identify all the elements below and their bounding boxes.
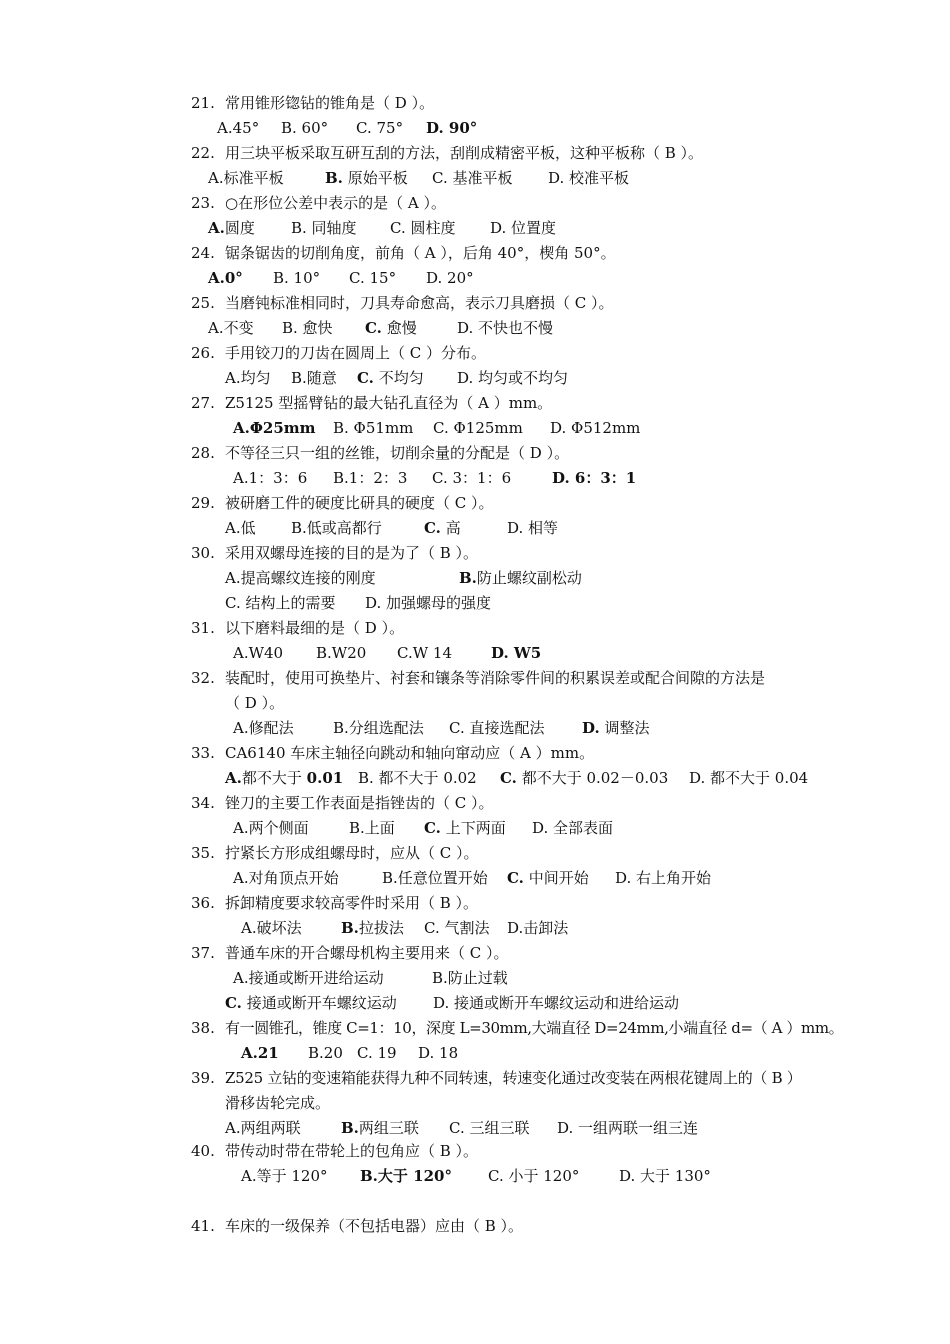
option-b: B. 60°	[281, 119, 329, 137]
option-a: A.接通或断开进给运动	[233, 969, 384, 987]
option-b	[325, 168, 408, 188]
option-letter: B.	[341, 919, 359, 937]
question-text-continued: （ D ）。	[225, 694, 285, 712]
question-number: 41.	[191, 1217, 215, 1235]
option-text: 中间开始	[528, 869, 589, 887]
question-24	[191, 243, 616, 263]
option-c: C. 结构上的需要	[225, 594, 336, 612]
option-a: A.破坏法	[241, 919, 302, 937]
question-39	[191, 1068, 801, 1088]
question-number: 29.	[191, 494, 215, 512]
question-text: 手用铰刀的刀齿在圆周上（ C ）分布。	[225, 344, 487, 362]
option-b: B. Φ51mm	[333, 419, 414, 437]
option-c: C. 19	[357, 1044, 397, 1062]
option-a: A.两组两联	[225, 1119, 301, 1137]
question-23	[191, 193, 446, 213]
option-letter: C.	[225, 994, 242, 1012]
option-text: 两组三联	[358, 1119, 419, 1137]
question-22	[191, 143, 703, 163]
option-c	[424, 818, 506, 838]
question-text: 被研磨工件的硬度比研具的硬度（ C ）。	[225, 494, 494, 512]
option-d: D. 18	[418, 1044, 459, 1062]
question-34	[191, 793, 494, 813]
question-41	[191, 1216, 523, 1236]
option-c: C. 75°	[356, 119, 404, 137]
question-33	[191, 743, 594, 763]
option-c: C. Φ125mm	[433, 419, 523, 437]
question-text: 普通车床的开合螺母机构主要用来（ C ）。	[225, 944, 509, 962]
option-b: B.防止过载	[432, 969, 508, 987]
option-d: D. W5	[491, 644, 542, 662]
option-c	[424, 518, 461, 538]
option-d: D. 右上角开始	[615, 869, 712, 887]
option-letter: C.	[507, 869, 524, 887]
option-b: B.W20	[316, 644, 367, 662]
option-a: A.等于 120°	[241, 1167, 328, 1185]
option-a: A.标准平板	[208, 169, 284, 187]
option-d: D. 都不大于 0.04	[689, 769, 809, 787]
option-text: 高	[445, 519, 461, 537]
option-c: C. 三组三联	[449, 1119, 530, 1137]
option-d: D. 90°	[426, 119, 478, 137]
question-32	[191, 668, 765, 688]
option-b: B.随意	[291, 369, 337, 387]
question-number: 27.	[191, 394, 215, 412]
option-b: B.任意位置开始	[382, 869, 488, 887]
question-21	[191, 93, 434, 113]
question-text: Z525 立钻的变速箱能获得九种不同转速，转速变化通过改变装在两根花键周上的（ B ）	[225, 1069, 802, 1087]
option-d: D. 相等	[507, 519, 559, 537]
question-36	[191, 893, 478, 913]
question-26	[191, 343, 486, 363]
option-a	[208, 218, 255, 238]
option-b: B. 同轴度	[291, 219, 357, 237]
question-text: 用三块平板采取互研互刮的方法，刮削成精密平板，这种平板称（ B ）。	[225, 144, 704, 162]
question-text: 有一圆锥孔，锥度 C=1：10，深度 L=30mm,大端直径 D=24mm,小端直径 d=（ A ）mm。	[225, 1019, 844, 1037]
option-c: C. 小于 120°	[488, 1167, 580, 1185]
option-text: 原始平板	[347, 169, 408, 187]
question-28	[191, 443, 569, 463]
question-38	[191, 1018, 843, 1038]
question-text: Z5125 型摇臂钻的最大钻孔直径为（ A ）mm。	[225, 394, 553, 412]
question-number: 39.	[191, 1069, 215, 1087]
question-text: 带传动时带在带轮上的包角应（ B ）。	[225, 1142, 479, 1160]
question-40	[191, 1141, 478, 1161]
option-d: D. 不快也不慢	[457, 319, 554, 337]
question-number: 37.	[191, 944, 215, 962]
option-text: 愈慢	[386, 319, 417, 337]
option-a: A.均匀	[225, 369, 271, 387]
option-c: C. 圆柱度	[390, 219, 456, 237]
option-c	[507, 868, 589, 888]
question-text: 采用双螺母连接的目的是为了（ B ）。	[225, 544, 479, 562]
option-b: B.1：2：3	[333, 469, 408, 487]
option-a: A.0°	[208, 269, 243, 287]
option-a: A.提高螺纹连接的刚度	[225, 569, 376, 587]
option-d: D. 加强螺母的强度	[365, 594, 492, 612]
option-b: B. 都不大于 0.02	[358, 769, 477, 787]
option-letter: C.	[365, 319, 382, 337]
question-number: 31.	[191, 619, 215, 637]
question-number: 24.	[191, 244, 215, 262]
question-number: 35.	[191, 844, 215, 862]
option-d: D. 6：3：1	[552, 469, 637, 487]
question-number: 26.	[191, 344, 215, 362]
option-c	[357, 368, 424, 388]
option-letter: B.	[459, 569, 477, 587]
option-text: 大于 120°	[377, 1167, 452, 1185]
option-b	[341, 1118, 419, 1138]
question-25	[191, 293, 614, 313]
question-text: 装配时，使用可换垫片、衬套和镶条等消除零件间的积累误差或配合间隙的方法是	[225, 669, 766, 687]
question-text: ○在形位公差中表示的是（ A ）。	[225, 194, 446, 212]
option-value: 0.01	[306, 769, 344, 787]
question-number: 22.	[191, 144, 215, 162]
option-letter: C.	[424, 519, 441, 537]
option-c: C. 气割法	[424, 919, 490, 937]
question-text: 不等径三只一组的丝锥，切削余量的分配是（ D ）。	[225, 444, 570, 462]
question-text: 拆卸精度要求较高零件时采用（ B ）。	[225, 894, 479, 912]
option-letter: B.	[325, 169, 343, 187]
option-letter: C.	[500, 769, 517, 787]
option-d: D.击卸法	[507, 919, 569, 937]
option-text: 调整法	[604, 719, 650, 737]
option-c: C. 基准平板	[432, 169, 513, 187]
question-text: 当磨钝标准相同时，刀具寿命愈高，表示刀具磨损（ C ）。	[225, 294, 614, 312]
question-number: 33.	[191, 744, 215, 762]
option-d: D. 20°	[426, 269, 474, 287]
option-c: C. 15°	[349, 269, 397, 287]
option-b	[341, 918, 404, 938]
option-d: D. 位置度	[490, 219, 557, 237]
option-b	[360, 1166, 452, 1186]
option-a: A.不变	[208, 319, 254, 337]
option-a: A.W40	[233, 644, 284, 662]
option-d: D. Φ512mm	[550, 419, 641, 437]
option-b	[459, 568, 582, 588]
option-c	[225, 993, 397, 1013]
question-number: 23.	[191, 194, 215, 212]
option-text: 都不大于	[241, 769, 302, 787]
question-text: CA6140 车床主轴径向跳动和轴向窜动应（ A ）mm。	[225, 744, 595, 762]
option-b: B.上面	[349, 819, 395, 837]
question-number: 21.	[191, 94, 215, 112]
option-text: 接通或断开车螺纹运动	[246, 994, 397, 1012]
option-a: A.对角顶点开始	[233, 869, 339, 887]
option-b: B. 愈快	[282, 319, 333, 337]
question-number: 28.	[191, 444, 215, 462]
option-c: C.W 14	[397, 644, 452, 662]
option-d: D. 均匀或不均匀	[457, 369, 569, 387]
question-text: 常用锥形锪钻的锥角是（ D ）。	[225, 94, 435, 112]
option-letter: B.	[360, 1167, 378, 1185]
option-letter: B.	[341, 1119, 359, 1137]
question-29	[191, 493, 494, 513]
option-text: 拉拔法	[358, 919, 404, 937]
question-number: 36.	[191, 894, 215, 912]
option-c	[365, 318, 417, 338]
option-d: D. 校准平板	[548, 169, 630, 187]
question-35	[191, 843, 479, 863]
option-c	[500, 768, 668, 788]
option-a: A.21	[241, 1044, 279, 1062]
option-c: C. 3：1：6	[432, 469, 512, 487]
option-d	[582, 718, 650, 738]
option-a: A.低	[225, 519, 256, 537]
option-a: A.Φ25mm	[233, 419, 316, 437]
question-text: 锉刀的主要工作表面是指锉齿的（ C ）。	[225, 794, 494, 812]
option-letter: C.	[424, 819, 441, 837]
question-number: 30.	[191, 544, 215, 562]
option-text: 上下两面	[445, 819, 506, 837]
option-text: 不均匀	[378, 369, 424, 387]
question-text: 拧紧长方形成组螺母时，应从（ C ）。	[225, 844, 479, 862]
option-d: D. 一组两联一组三连	[557, 1119, 699, 1137]
option-a: A.45°	[217, 119, 260, 137]
option-b: B.分组选配法	[333, 719, 424, 737]
question-37	[191, 943, 509, 963]
option-letter: D.	[582, 719, 600, 737]
option-b: B.低或高都行	[291, 519, 382, 537]
option-d: D. 大于 130°	[619, 1167, 711, 1185]
question-text: 锯条锯齿的切削角度，前角（ A ），后角 40°，楔角 50°。	[225, 244, 616, 262]
option-a: A.两个侧面	[233, 819, 309, 837]
question-number: 40.	[191, 1142, 215, 1160]
question-number: 34.	[191, 794, 215, 812]
question-text: 以下磨料最细的是（ D ）。	[225, 619, 405, 637]
option-letter: A.	[225, 769, 242, 787]
option-d: D. 接通或断开车螺纹运动和进给运动	[433, 994, 680, 1012]
option-b: B. 10°	[273, 269, 321, 287]
question-27	[191, 393, 552, 413]
question-text: 车床的一级保养（不包括电器）应由（ B ）。	[225, 1217, 524, 1235]
option-d: D. 全部表面	[532, 819, 614, 837]
option-a: A.修配法	[233, 719, 294, 737]
option-b: B.20	[308, 1044, 343, 1062]
option-text: 圆度	[224, 219, 255, 237]
question-number: 25.	[191, 294, 215, 312]
option-c: C. 直接选配法	[449, 719, 545, 737]
option-letter: A.	[208, 219, 225, 237]
question-number: 38.	[191, 1019, 215, 1037]
option-letter: C.	[357, 369, 374, 387]
option-text: 都不大于 0.02－0.03	[521, 769, 669, 787]
option-text: 防止螺纹副松动	[476, 569, 582, 587]
question-number: 32.	[191, 669, 215, 687]
question-text-continued: 滑移齿轮完成。	[225, 1094, 331, 1112]
option-a: A.1：3：6	[233, 469, 308, 487]
question-31	[191, 618, 404, 638]
option-a	[225, 768, 343, 788]
question-30	[191, 543, 478, 563]
